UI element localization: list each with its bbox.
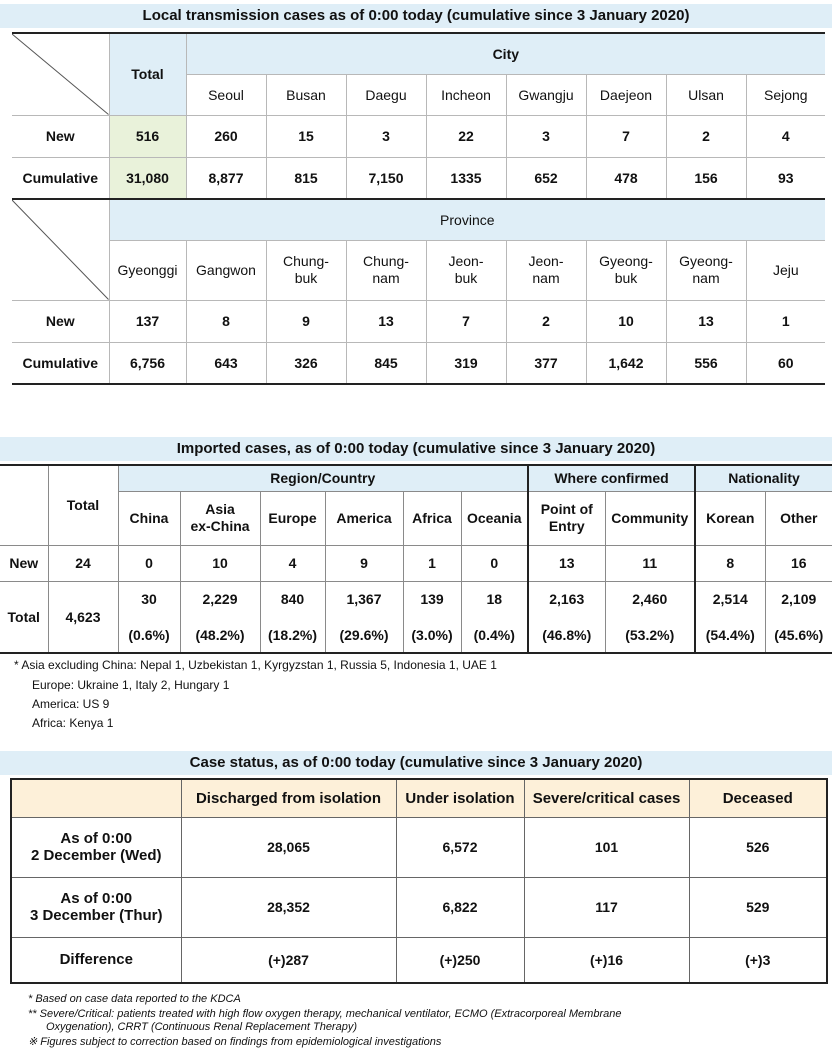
city-new-value: 3: [506, 115, 586, 157]
imported-note-asia: * Asia excluding China: Nepal 1, Uzbekistan 1, Kyrgyzstan 1, Russia 5, Indonesia 1, UAE 1: [14, 658, 497, 672]
imported-columns-row: [0, 491, 832, 545]
city-new-value: 4: [746, 115, 825, 157]
imported-total-value: 2,109: [781, 590, 817, 607]
local-transmission-title: Local transmission cases as of 0:00 today (cumulative since 3 January 2020): [0, 4, 832, 28]
nationality-header: Nationality: [695, 465, 832, 491]
province-name-line: Jeju: [772, 261, 799, 278]
imported-total-cell: [605, 581, 695, 653]
province-name-line: buk: [294, 270, 318, 286]
status-row-dec2: [11, 817, 827, 877]
imported-total-percent: (53.2%): [625, 626, 675, 643]
imported-total-percent: (18.2%): [267, 626, 318, 643]
imported-column-header: [765, 491, 832, 545]
city-name-sejong: Sejong: [746, 74, 825, 115]
imported-column-header: [528, 491, 605, 545]
status-value: 526: [689, 817, 827, 877]
city-new-value: 2: [666, 115, 746, 157]
status-value: 28,065: [181, 817, 396, 877]
status-row-label-line2: 2 December (Wed): [30, 847, 162, 864]
city-name-busan: Busan: [266, 74, 346, 115]
city-cumulative-value: 7,150: [346, 157, 426, 199]
imported-new-value: 10: [180, 545, 260, 581]
province-cumulative-value: 377: [506, 342, 586, 384]
city-name-daegu: Daegu: [346, 74, 426, 115]
city-name-daejeon: Daejeon: [586, 74, 666, 115]
imported-new-value: 8: [695, 545, 765, 581]
province-name: [266, 240, 346, 300]
status-value: 28,352: [181, 877, 396, 937]
city-cumulative-value: 478: [586, 157, 666, 199]
province-cumulative-value: 326: [266, 342, 346, 384]
corner-cell-province: [12, 199, 109, 300]
status-header: Deceased: [689, 779, 827, 817]
imported-total-cell: [325, 581, 403, 653]
imported-column-header-line: Asia: [205, 501, 235, 517]
corner-cell: [12, 33, 109, 115]
difference-value: (+)250: [396, 937, 524, 983]
row-label-new: New: [12, 115, 109, 157]
region-country-header: Region/Country: [118, 465, 528, 491]
imported-total-percent: (3.0%): [411, 626, 453, 643]
province-header: Province: [109, 199, 825, 240]
province-name: [746, 240, 825, 300]
status-header: Discharged from isolation: [181, 779, 396, 817]
province-cumulative-row: [12, 342, 825, 384]
city-new-value: 15: [266, 115, 346, 157]
status-header: Severe/critical cases: [524, 779, 689, 817]
imported-cases-table: [0, 464, 832, 654]
total-total-value: 4,623: [48, 581, 118, 653]
province-new-row: [12, 300, 825, 342]
province-name-line: nam: [532, 270, 560, 286]
status-row-label-line1: As of 0:00: [60, 890, 133, 907]
province-name-line: Gyeong-: [599, 253, 653, 269]
case-status-table: [10, 778, 828, 984]
imported-total-percent: (0.6%): [128, 626, 170, 643]
status-header-row: [11, 779, 827, 817]
city-name-ulsan: Ulsan: [666, 74, 746, 115]
province-name-line: nam: [692, 270, 720, 286]
imported-new-value: 9: [325, 545, 403, 581]
imported-total-value: 18: [486, 590, 503, 607]
imported-column-header-line: Other: [780, 509, 818, 526]
province-name: [109, 240, 186, 300]
province-name-line: Gyeong-: [679, 253, 733, 269]
status-value: 6,822: [396, 877, 524, 937]
status-value: 6,572: [396, 817, 524, 877]
imported-total-row: [0, 581, 832, 653]
imported-total-cell: [765, 581, 832, 653]
province-name: [186, 240, 266, 300]
province-name-line: buk: [614, 270, 638, 286]
row-label-new: New: [0, 545, 48, 581]
imported-new-value: 11: [605, 545, 695, 581]
imported-column-header-line: Oceania: [467, 509, 522, 526]
imported-column-header: [260, 491, 325, 545]
imported-new-value: 0: [118, 545, 180, 581]
imported-new-value: 0: [461, 545, 528, 581]
city-cumulative-row: [12, 157, 825, 199]
imported-column-header-line: Community: [611, 509, 689, 526]
imported-total-percent: (48.2%): [195, 626, 245, 643]
province-new-value: 2: [506, 300, 586, 342]
row-label-new: New: [12, 300, 109, 342]
total-header: Total: [109, 33, 186, 115]
imported-total-cell: [403, 581, 461, 653]
imported-total-value: 2,163: [549, 590, 585, 607]
imported-column-header-line: Africa: [412, 509, 452, 526]
province-cumulative-value: 319: [426, 342, 506, 384]
province-name: [426, 240, 506, 300]
imported-total-percent: (54.4%): [705, 626, 755, 643]
imported-column-header-line: America: [336, 509, 392, 526]
province-name-line: buk: [454, 270, 478, 286]
province-cumulative-value: 556: [666, 342, 746, 384]
imported-new-value: 4: [260, 545, 325, 581]
total-header: Total: [48, 465, 118, 545]
imported-total-cell: [260, 581, 325, 653]
row-label-total: Total: [0, 581, 48, 653]
province-new-value: 1: [746, 300, 825, 342]
status-difference-row: [11, 937, 827, 983]
imported-note-america: America: US 9: [32, 697, 110, 711]
footnote-kdca: * Based on case data reported to the KDCA: [28, 993, 241, 1005]
imported-total-cell: [118, 581, 180, 653]
city-cumulative-value: 652: [506, 157, 586, 199]
status-value: 101: [524, 817, 689, 877]
imported-column-header: [325, 491, 403, 545]
city-header: City: [186, 33, 825, 74]
imported-total-cell: [180, 581, 260, 653]
city-name-gwangju: Gwangju: [506, 74, 586, 115]
province-name-line: nam: [372, 270, 400, 286]
imported-column-header-line: ex-China: [190, 518, 250, 534]
province-name: [586, 240, 666, 300]
imported-column-header-line: Europe: [268, 509, 317, 526]
imported-total-value: 30: [141, 590, 157, 607]
total-new-value: 516: [109, 115, 186, 157]
case-status-title: Case status, as of 0:00 today (cumulative since 3 January 2020): [0, 751, 832, 775]
total-cumulative-value: 31,080: [109, 157, 186, 199]
imported-column-header: [180, 491, 260, 545]
province-names-row: [12, 240, 825, 300]
status-row-dec3: [11, 877, 827, 937]
imported-new-value: 16: [765, 545, 832, 581]
imported-new-row: [0, 545, 832, 581]
status-row-label: [11, 817, 181, 877]
imported-total-cell: [528, 581, 605, 653]
imported-total-percent: (45.6%): [774, 626, 824, 643]
imported-column-header-line: Entry: [548, 518, 585, 534]
imported-column-header: [461, 491, 528, 545]
imported-total-value: 2,460: [632, 590, 668, 607]
imported-total-value: 139: [420, 590, 444, 607]
city-new-value: 22: [426, 115, 506, 157]
imported-note-africa: Africa: Kenya 1: [32, 716, 114, 730]
city-cumulative-value: 1335: [426, 157, 506, 199]
local-transmission-table: [12, 32, 825, 385]
imported-note-europe: Europe: Ukraine 1, Italy 2, Hungary 1: [32, 678, 230, 692]
imported-column-header: [695, 491, 765, 545]
status-row-label-line2: 3 December (Thur): [29, 907, 163, 924]
province-name: [666, 240, 746, 300]
difference-value: (+)3: [689, 937, 827, 983]
province-cumulative-value: 60: [746, 342, 825, 384]
city-new-value: 3: [346, 115, 426, 157]
where-confirmed-header: Where confirmed: [528, 465, 695, 491]
new-total-value: 24: [48, 545, 118, 581]
city-cumulative-value: 93: [746, 157, 825, 199]
city-name-incheon: Incheon: [426, 74, 506, 115]
city-new-value: 260: [186, 115, 266, 157]
footnote-severe: ** Severe/Critical: patients treated with high flow oxygen therapy, mechanical ventilator, ECMO (Extracorporeal Membrane: [28, 1008, 622, 1020]
province-new-value: 7: [426, 300, 506, 342]
imported-total-value: 1,367: [346, 590, 382, 607]
imported-total-value: 840: [280, 590, 305, 607]
imported-total-percent: (46.8%): [542, 626, 592, 643]
imported-column-header: [403, 491, 461, 545]
difference-label: Difference: [11, 937, 181, 983]
row-label-cumulative: Cumulative: [12, 157, 109, 199]
status-corner: [11, 779, 181, 817]
imported-total-value: 2,514: [712, 590, 748, 607]
province-new-value: 9: [266, 300, 346, 342]
province-new-value: 8: [186, 300, 266, 342]
imported-total-value: 2,229: [202, 590, 238, 607]
province-cumulative-value: 1,642: [586, 342, 666, 384]
province-name-line: Gyeonggi: [117, 261, 178, 278]
row-label-cumulative: Cumulative: [12, 342, 109, 384]
province-cumulative-value: 643: [186, 342, 266, 384]
imported-new-value: 1: [403, 545, 461, 581]
city-cumulative-value: 8,877: [186, 157, 266, 199]
status-header: Under isolation: [396, 779, 524, 817]
city-new-value: 7: [586, 115, 666, 157]
province-cumulative-value: 845: [346, 342, 426, 384]
imported-column-header-line: China: [129, 509, 169, 526]
status-row-label: [11, 877, 181, 937]
province-name: [506, 240, 586, 300]
footnote-severe-cont: Oxygenation), CRRT (Continuous Renal Replacement Therapy): [46, 1021, 357, 1033]
city-cumulative-value: 815: [266, 157, 346, 199]
province-new-value: 13: [346, 300, 426, 342]
difference-value: (+)16: [524, 937, 689, 983]
status-value: 529: [689, 877, 827, 937]
difference-value: (+)287: [181, 937, 396, 983]
corner-cell: [0, 465, 48, 545]
status-row-label-line1: As of 0:00: [60, 830, 133, 847]
imported-column-header-line: Korean: [706, 509, 755, 526]
city-name-seoul: Seoul: [186, 74, 266, 115]
province-name-line: Chung-: [283, 253, 329, 269]
province-new-value: 137: [109, 300, 186, 342]
city-cumulative-value: 156: [666, 157, 746, 199]
imported-total-cell: [461, 581, 528, 653]
province-cumulative-value: 6,756: [109, 342, 186, 384]
province-name: [346, 240, 426, 300]
province-name-line: Chung-: [363, 253, 409, 269]
footnote-correction: ※ Figures subject to correction based on findings from epidemiological investigations: [28, 1036, 442, 1048]
imported-total-percent: (29.6%): [339, 626, 389, 643]
imported-total-percent: (0.4%): [473, 626, 515, 643]
imported-new-value: 13: [528, 545, 605, 581]
imported-total-cell: [695, 581, 765, 653]
imported-column-header: [118, 491, 180, 545]
imported-column-header-line: Point of: [540, 501, 593, 517]
province-new-value: 13: [666, 300, 746, 342]
province-name-line: Jeon-: [528, 253, 564, 269]
city-new-row: [12, 115, 825, 157]
province-name-line: Jeon-: [448, 253, 484, 269]
imported-column-header: [605, 491, 695, 545]
province-new-value: 10: [586, 300, 666, 342]
province-name-line: Gangwon: [196, 261, 256, 278]
status-value: 117: [524, 877, 689, 937]
imported-cases-title: Imported cases, as of 0:00 today (cumulative since 3 January 2020): [0, 437, 832, 461]
